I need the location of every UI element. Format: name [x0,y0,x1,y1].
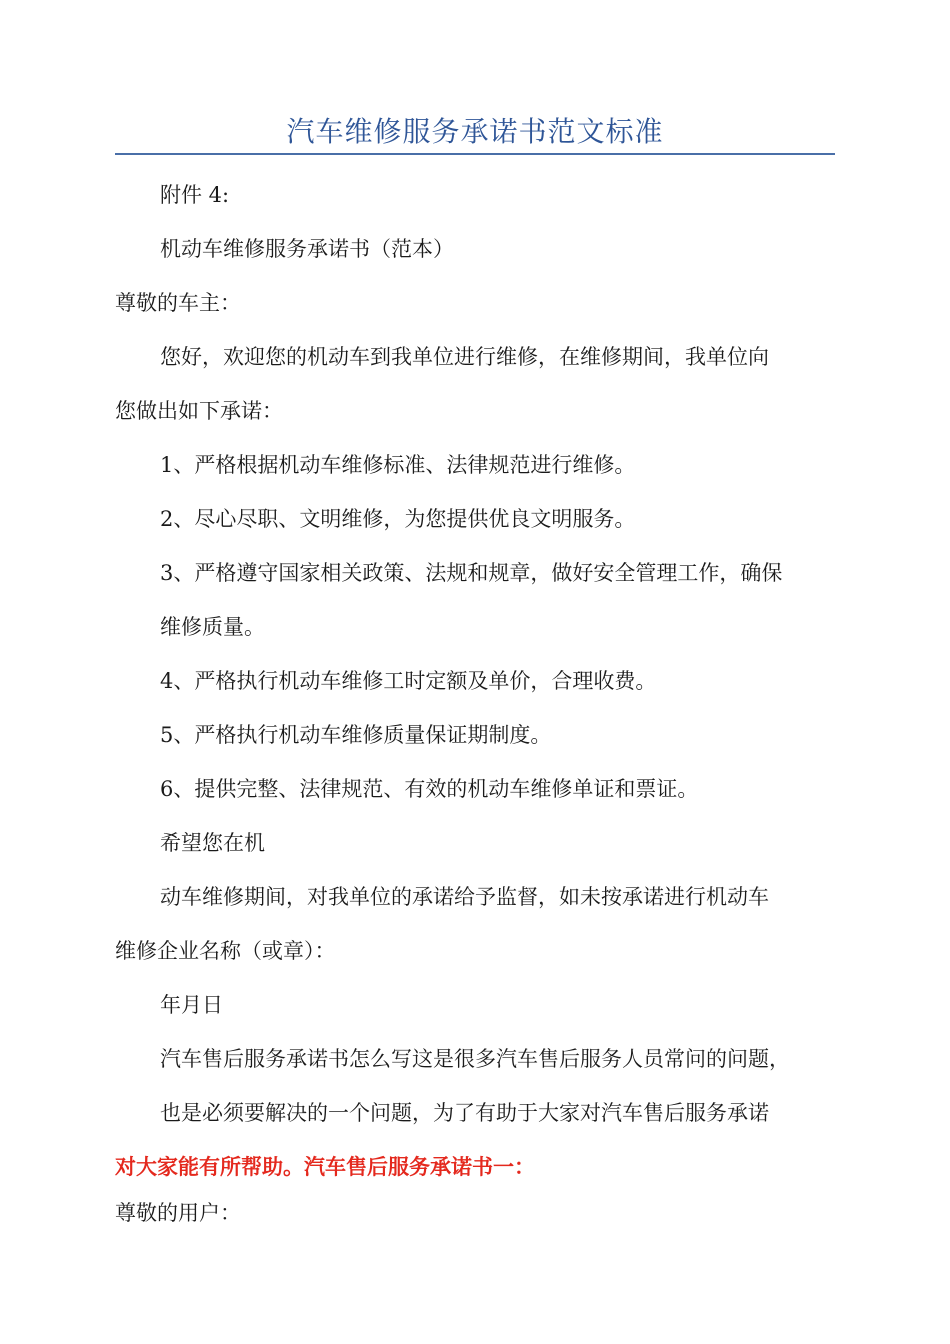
date-line: 年月日 [160,993,223,1017]
paragraph-line: 汽车售后服务承诺书怎么写这是很多汽车售后服务人员常问的问题， [160,1047,790,1071]
paragraph-line: 您做出如下承诺： [115,399,283,423]
promise-item-3: 3、严格遵守国家相关政策、法规和规章，做好安全管理工作，确保 [160,561,783,585]
paragraph-line: 您好，欢迎您的机动车到我单位进行维修，在维修期间，我单位向 [160,345,769,369]
promise-item-4: 4、严格执行机动车维修工时定额及单价，合理收费。 [160,669,657,693]
paragraph-line: 也是必须要解决的一个问题，为了有助于大家对汽车售后服务承诺 [160,1101,769,1125]
company-name-line: 维修企业名称（或章）： [115,939,336,963]
salutation-owner: 尊敬的车主： [115,291,241,315]
promise-item-1: 1、严格根据机动车维修标准、法律规范进行维修。 [160,453,636,477]
paragraph-line: 希望您在机 [160,831,265,855]
promise-item-6: 6、提供完整、法律规范、有效的机动车维修单证和票证。 [160,777,699,801]
paragraph-line: 动车维修期间，对我单位的承诺给予监督，如未按承诺进行机动车 [160,885,769,909]
attachment-label: 附件 4: [160,183,230,207]
salutation-user: 尊敬的用户： [115,1201,241,1225]
promise-item-2: 2、尽心尽职、文明维修，为您提供优良文明服务。 [160,507,636,531]
promise-item-5: 5、严格执行机动车维修质量保证期制度。 [160,723,552,747]
highlighted-heading: 对大家能有所帮助。汽车售后服务承诺书一： [115,1155,535,1179]
template-heading: 机动车维修服务承诺书（范本） [160,237,454,261]
title-underline [115,153,835,155]
promise-item-3-cont: 维修质量。 [160,615,265,639]
document-title: 汽车维修服务承诺书范文标准 [286,115,664,148]
